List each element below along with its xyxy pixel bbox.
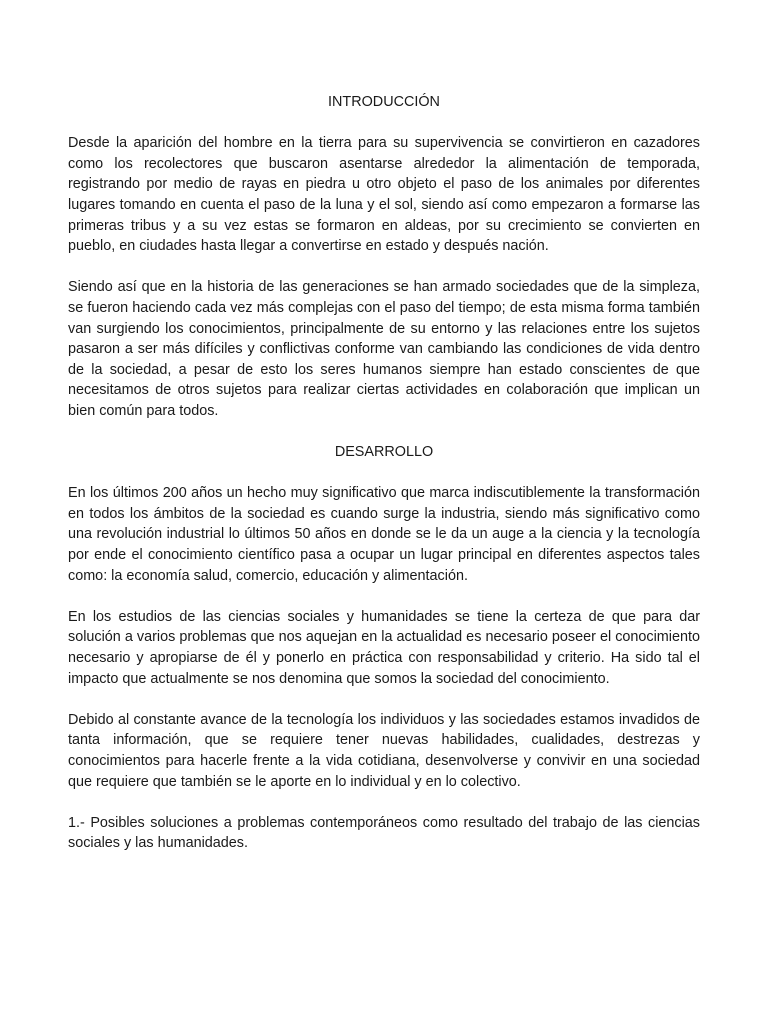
- development-paragraph-3: Debido al constante avance de la tecnología los individuos y las sociedades estamos invadidos de tanta información, que se requiere tener nuevas habilidades, cualidades, destrezas y conocimientos para hacerle frente a la vida cotidiana, desenvolverse y convivir en una sociedad que requiere que también se le aporte en lo individual y en lo colectivo.: [68, 711, 700, 790]
- development-paragraph-1: En los últimos 200 años un hecho muy significativo que marca indiscutiblemente la transformación en todos los ámbitos de la sociedad es cuando surge la industria, siendo más significativo como una revolución industrial lo últimos 50 años en donde se le da un auge a la ciencia y la tecnología por ende el conocimiento científico pasa a ocupar un lugar principal en diferentes aspectos tales como: la economía salud, comercio, educación y alimentación.: [68, 485, 700, 584]
- intro-heading: INTRODUCCIÓN: [328, 94, 440, 110]
- intro-paragraph-2: Siendo así que en la historia de las generaciones se han armado sociedades que de la simpleza, se fueron haciendo cada vez más complejas con el paso del tiempo; de esta misma forma también van surgiendo los conocimientos, principalmente de su entorno y las relaciones entre los sujetos pasaron a ser más difíciles y conflictivas conforme van cambiando las condiciones de vida dentro de la sociedad, a pesar de esto los seres humanos siempre han estado conscientes de que necesitamos de otros sujetos para realizar ciertas actividades en colaboración que implican un bien común para todos.: [68, 279, 700, 419]
- development-paragraph-2: En los estudios de las ciencias sociales y humanidades se tiene la certeza de que para dar solución a varios problemas que nos aquejan en la actualidad es necesario poseer el conocimiento necesario y apropiarse de él y ponerlo en práctica con responsabilidad y criterio. Ha sido tal el impacto que actualmente se nos denomina que somos la sociedad del conocimiento.: [68, 608, 700, 687]
- numbered-item-1: 1.- Posibles soluciones a problemas contemporáneos como resultado del trabajo de las ciencias sociales y las humanidades.: [68, 814, 700, 852]
- intro-paragraph-1: Desde la aparición del hombre en la tierra para su supervivencia se convirtieron en cazadores como los recolectores que buscaron asentarse alrededor la alimentación de temporada, registrando por medio de rayas en piedra u otro objeto el paso de los animales por diferentes lugares tomando en cuenta el paso de la luna y el sol, siendo así como empezaron a formarse las primeras tribus y a su vez estas se formaron en aldeas, por su crecimiento se convierten en pueblo, en ciudades hasta llegar a convertirse en estado y después nación.: [68, 135, 700, 255]
- document-page: [68, 92, 700, 854]
- development-heading: DESARROLLO: [334, 444, 434, 461]
